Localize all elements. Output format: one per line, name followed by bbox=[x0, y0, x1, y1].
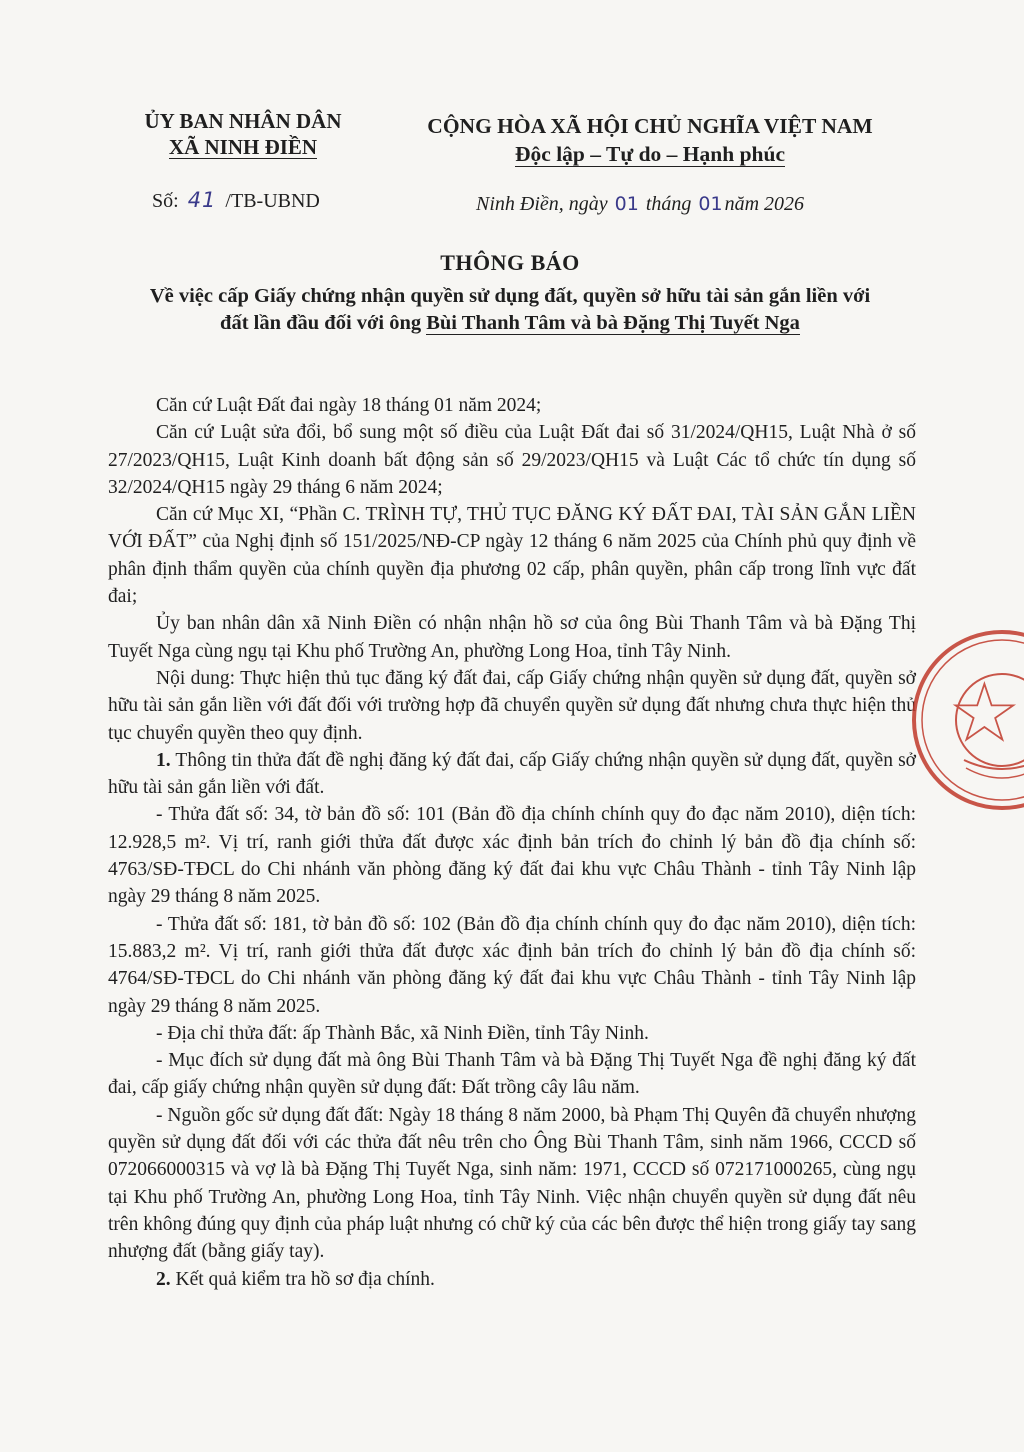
country-name: CỘNG HÒA XÃ HỘI CHỦ NGHĨA VIỆT NAM bbox=[427, 114, 873, 138]
paragraph: - Địa chỉ thửa đất: ấp Thành Bắc, xã Ninh Điền, tỉnh Tây Ninh. bbox=[156, 1022, 649, 1044]
document-body bbox=[108, 392, 916, 1293]
official-seal bbox=[906, 620, 1024, 820]
handwritten-number: 41 bbox=[187, 188, 217, 212]
paragraph: - Thửa đất số: 34, tờ bản đồ số: 101 (Bản đồ địa chính chính quy đo đạc năm 2010), diện tích: 12.928,5 m². Vị trí, ranh giới thửa đất được xác định bản trích đo chỉnh lý bản đồ địa chính số: 4763/SĐ-TĐCL do Chi nhánh văn phòng đăng ký đất đai khu vực Châu Thành - tỉnh Tây Ninh lập ngày 29 tháng 8 năm 2025. bbox=[108, 804, 916, 908]
paragraph: Nội dung: Thực hiện thủ tục đăng ký đất đai, cấp Giấy chứng nhận quyền sử dụng đất, quyền sở hữu tài sản gắn liền với đất đối với trường hợp đã chuyển quyền sử dụng đất nhưng chưa thực hiện thủ tục chuyển quyền theo quy định. bbox=[108, 667, 916, 744]
national-motto: Độc lập – Tự do – Hạnh phúc bbox=[515, 142, 785, 166]
issuing-agency bbox=[128, 108, 358, 160]
national-header bbox=[400, 112, 900, 168]
paragraph: Căn cứ Mục XI, “Phần C. TRÌNH TỰ, THỦ TỤC ĐĂNG KÝ ĐẤT ĐAI, TÀI SẢN GẮN LIỀN VỚI ĐẤT” của Nghị định số 151/2025/NĐ-CP ngày 12 tháng 6 năm 2025 của Chính phủ quy định về phân định thẩm quyền của chính quyền địa phương 02 cấp, phân quyền, phân cấp trong lĩnh vực đất đai; bbox=[108, 504, 916, 608]
section-heading-2: 2. Kết quả kiểm tra hồ sơ địa chính. bbox=[156, 1268, 435, 1290]
paragraph: Căn cứ Luật sửa đổi, bổ sung một số điều của Luật Đất đai số 31/2024/QH15, Luật Nhà ở số 27/2023/QH15, Luật Kinh doanh bất động sản số 29/2023/QH15 và Luật Các tổ chức tín dụng số 32/2024/QH15 ngày 29 tháng 6 năm 2024; bbox=[108, 422, 916, 498]
agency-line-1: ỦY BAN NHÂN DÂN bbox=[144, 109, 342, 133]
subject-names: Bùi Thanh Tâm và bà Đặng Thị Tuyết Nga bbox=[426, 312, 800, 334]
handwritten-month: 01 bbox=[698, 193, 723, 215]
document-title: THÔNG BÁO bbox=[440, 250, 580, 275]
paragraph: Ủy ban nhân dân xã Ninh Điền có nhận nhận hồ sơ của ông Bùi Thanh Tâm và bà Đặng Thị Tuyết Nga cùng ngụ tại Khu phố Trường An, phường Long Hoa, tỉnh Tây Ninh. bbox=[108, 613, 916, 662]
paragraph: - Nguồn gốc sử dụng đất đất: Ngày 18 tháng 8 năm 2000, bà Phạm Thị Quyên đã chuyển nhượng quyền sử dụng đất đối với các thửa đất nêu trên cho Ông Bùi Thanh Tâm, sinh năm 1966, CCCD số 072066000315 và vợ là bà Đặng Thị Tuyết Nga, sinh năm: 1971, CCCD số 072171000265, cùng ngụ tại Khu phố Trường An, phường Long Hoa, tỉnh Tây Ninh. Việc nhận chuyển quyền sử dụng đất nêu trên không đúng quy định của pháp luật nhưng có chữ ký của các bên được thể hiện trong giấy tay sang nhượng đất (bằng giấy tay). bbox=[108, 1104, 916, 1263]
paragraph: - Mục đích sử dụng đất mà ông Bùi Thanh Tâm và bà Đặng Thị Tuyết Nga đề nghị đăng ký đất đai, cấp giấy chứng nhận quyền sử dụng đất: Đất trồng cây lâu năm. bbox=[108, 1050, 916, 1099]
paragraph: Căn cứ Luật Đất đai ngày 18 tháng 01 năm 2024; bbox=[156, 395, 542, 416]
document-date: Ninh Điền, ngày 01 tháng 01 năm 2026 bbox=[476, 193, 805, 215]
document-number: Số: 41 /TB-UBND bbox=[152, 188, 320, 212]
paragraph: - Thửa đất số: 181, tờ bản đồ số: 102 (Bản đồ địa chính chính quy đo đạc năm 2010), diện tích: 15.883,2 m². Vị trí, ranh giới thửa đất được xác định bản trích đo chỉnh lý bản đồ địa chính số: 4764/SĐ-TĐCL do Chi nhánh văn phòng đăng ký đất đai khu vực Châu Thành - tỉnh Tây Ninh lập ngày 29 tháng 8 năm 2025. bbox=[108, 913, 916, 1017]
handwritten-day: 01 bbox=[614, 193, 639, 215]
section-heading-1: 1. Thông tin thửa đất đề nghị đăng ký đất đai, cấp Giấy chứng nhận quyền sử dụng đất, quyền sở hữu tài sản gắn liền với đất. bbox=[108, 749, 916, 799]
agency-line-2: XÃ NINH ĐIỀN bbox=[168, 135, 318, 159]
document-subject: Về việc cấp Giấy chứng nhận quyền sử dụng đất, quyền sở hữu tài sản gắn liền với đất lần đầu đối với ông Bùi Thanh Tâm và bà Đặng Thị Tuyết Nga bbox=[149, 285, 871, 334]
